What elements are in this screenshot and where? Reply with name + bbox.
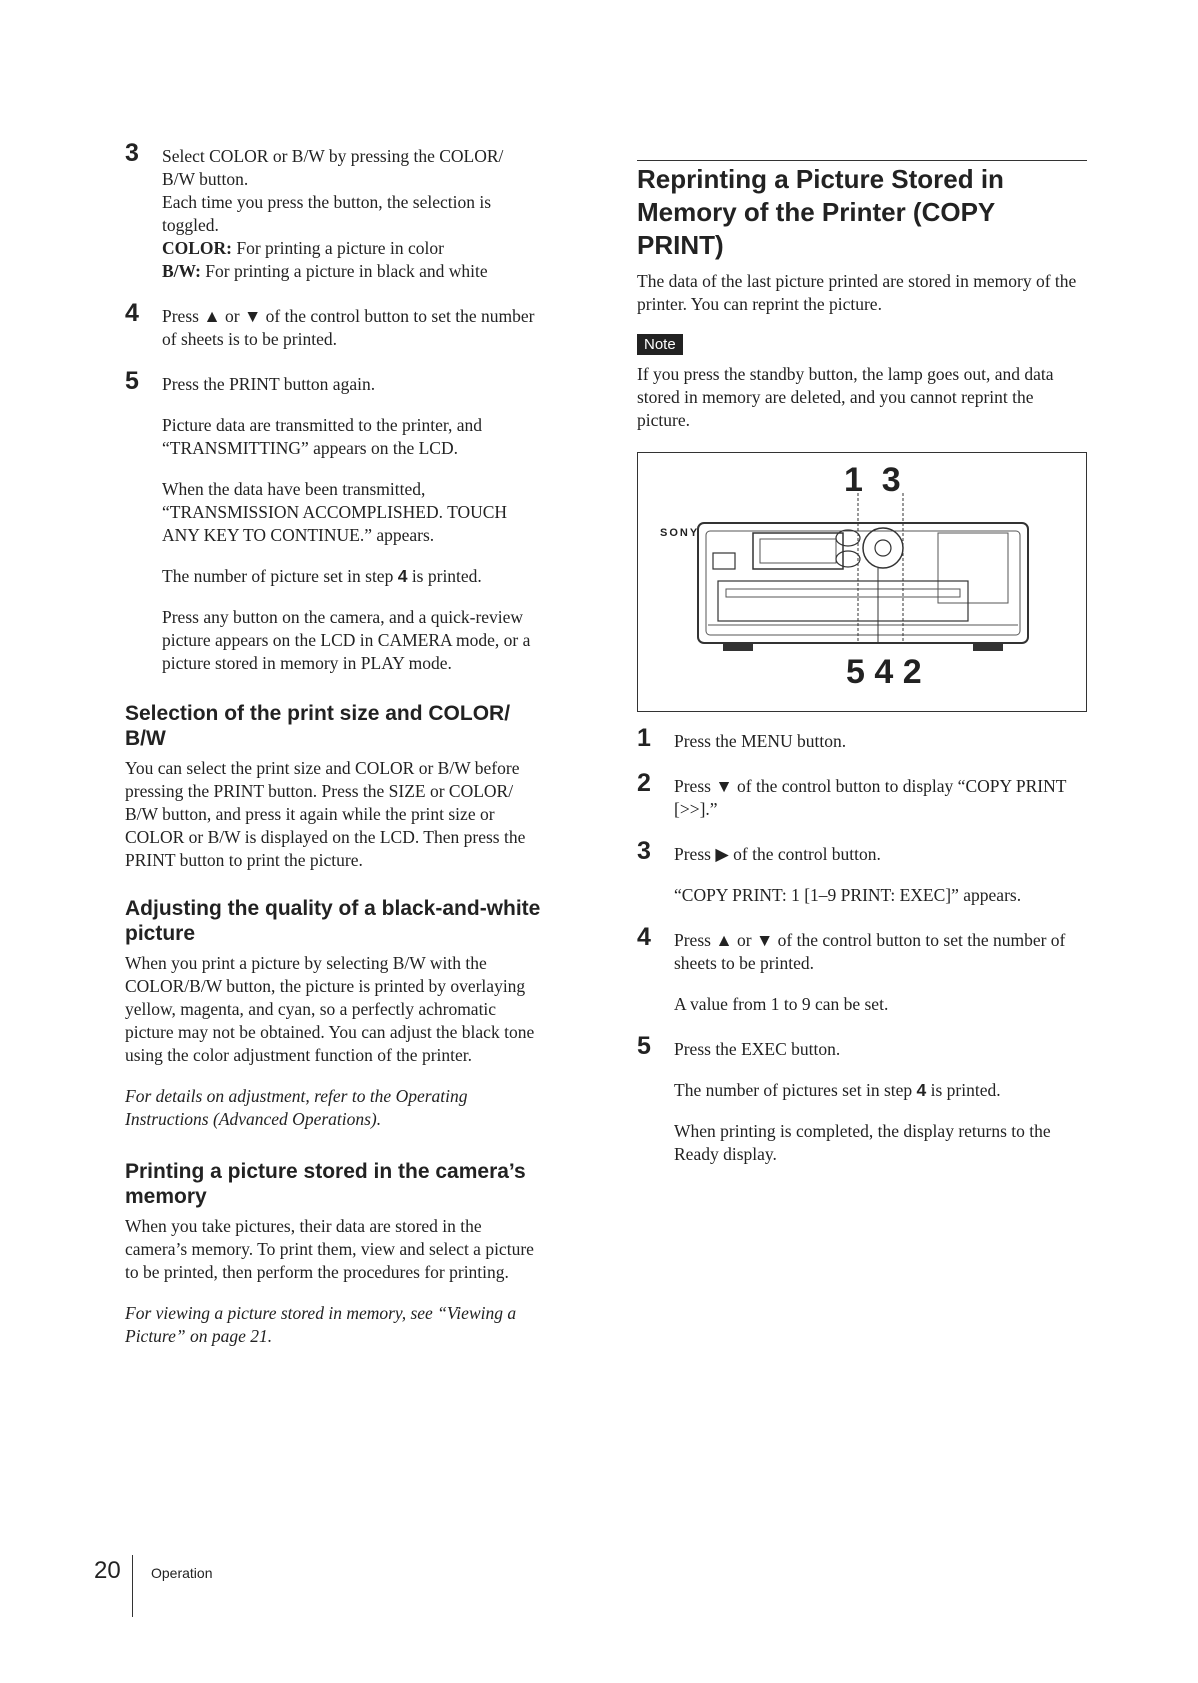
section-body: When you take pictures, their data are stored in the camera’s memory. To print them, view and select a picture to be printed, then perform the procedures for printing.: [125, 1216, 534, 1282]
callout-top: 1 3: [844, 461, 901, 499]
section-body: You can select the print size and COLOR or B/W before pressing the PRINT button. Press the SIZE or COLOR/ B/W button, and press it again while the print size or COLOR or B/W is displayed on the LCD. Then press the PRINT button to print the picture.: [125, 758, 526, 870]
step-1: 1 Press the MENU button.: [637, 724, 847, 752]
right-steps: [637, 724, 1087, 1166]
printer-diagram: [637, 452, 1087, 712]
step-3: 3 Press ▶ of the control button. “COPY PRINT: 1 [1–9 PRINT: EXEC]” appears.: [637, 837, 1022, 905]
step-number: 3: [125, 139, 139, 167]
step-number: 4: [125, 299, 139, 327]
right-column: [637, 163, 1087, 432]
step-5: [125, 367, 545, 675]
step-4: [125, 299, 545, 351]
section-label: Operation: [151, 1565, 213, 1581]
step-4: 4 Press ▲ or ▼ of the control button to set the number of sheets to be printed. A value from 1 to 9 can be set.: [637, 923, 1066, 1014]
toggle-text: Each time you press the button, the selection is toggled.: [162, 192, 492, 235]
left-column: [125, 139, 545, 1348]
page-number: 20: [94, 1557, 121, 1584]
note-badge: Note: [637, 334, 683, 355]
section-heading: Printing a picture stored in the camera’s memory: [125, 1160, 526, 1208]
brand-logo: SONY: [660, 527, 700, 539]
callout-bottom: 5 4 2: [846, 653, 922, 691]
footer-divider: [132, 1555, 133, 1617]
section-heading: Selection of the print size and COLOR/ B/W: [125, 702, 511, 750]
intro-text: The data of the last picture printed are stored in memory of the printer. You can reprint the picture.: [637, 271, 1077, 314]
step-paragraph: Picture data are transmitted to the printer, and “TRANSMITTING” appears on the LCD.: [162, 415, 483, 458]
step-text: B/W button.: [162, 169, 249, 189]
step-5: 5 Press the EXEC button. The number of pictures set in step 4 is printed. When printing is completed, the display returns to the Ready display.: [637, 1032, 1051, 1164]
section-body: When you print a picture by selecting B/W with the COLOR/B/W button, the picture is printed by overlaying yellow, magenta, and cyan, so a perfectly achromatic picture may not be obtained. You can adjust the black tone using the color adjustment function of the printer.: [125, 953, 535, 1065]
color-option: COLOR: For printing a picture in color: [162, 238, 444, 258]
page-title: Reprinting a Picture Stored in Memory of the Printer (COPY PRINT): [637, 164, 1004, 260]
reference-text: For viewing a picture stored in memory, see “Viewing a Picture” on page 21.: [125, 1303, 517, 1346]
step-text: Press ▲ or ▼ of the control button to set the number of sheets is to be printed.: [162, 306, 535, 349]
color-label: COLOR:: [162, 238, 232, 258]
title-rule: [637, 160, 1087, 161]
step-paragraph: Press any button on the camera, and a quick-review picture appears on the LCD in CAMERA mode, or a picture stored in memory in PLAY mode.: [162, 607, 531, 673]
step-text: Select COLOR or B/W by pressing the COLOR/: [162, 146, 504, 166]
reference-text: For details on adjustment, refer to the Operating Instructions (Advanced Operations).: [125, 1086, 468, 1129]
step-text: Press the PRINT button again.: [162, 374, 376, 394]
step-paragraph: When the data have been transmitted, “TRANSMISSION ACCOMPLISHED. TOUCH ANY KEY TO CONTINUE.” appears.: [162, 479, 508, 545]
step-3: [125, 139, 545, 283]
note-text: If you press the standby button, the lamp goes out, and data stored in memory are deleted, and you cannot reprint the picture.: [637, 364, 1054, 430]
bw-option: B/W: For printing a picture in black and white: [162, 261, 488, 281]
step-2: 2 Press ▼ of the control button to display “COPY PRINT [>>].”: [637, 769, 1067, 819]
bw-label: B/W:: [162, 261, 201, 281]
step-paragraph: The number of picture set in step 4 is printed.: [162, 566, 482, 586]
section-heading: Adjusting the quality of a black-and-white picture: [125, 897, 541, 945]
step-number: 5: [125, 367, 139, 395]
